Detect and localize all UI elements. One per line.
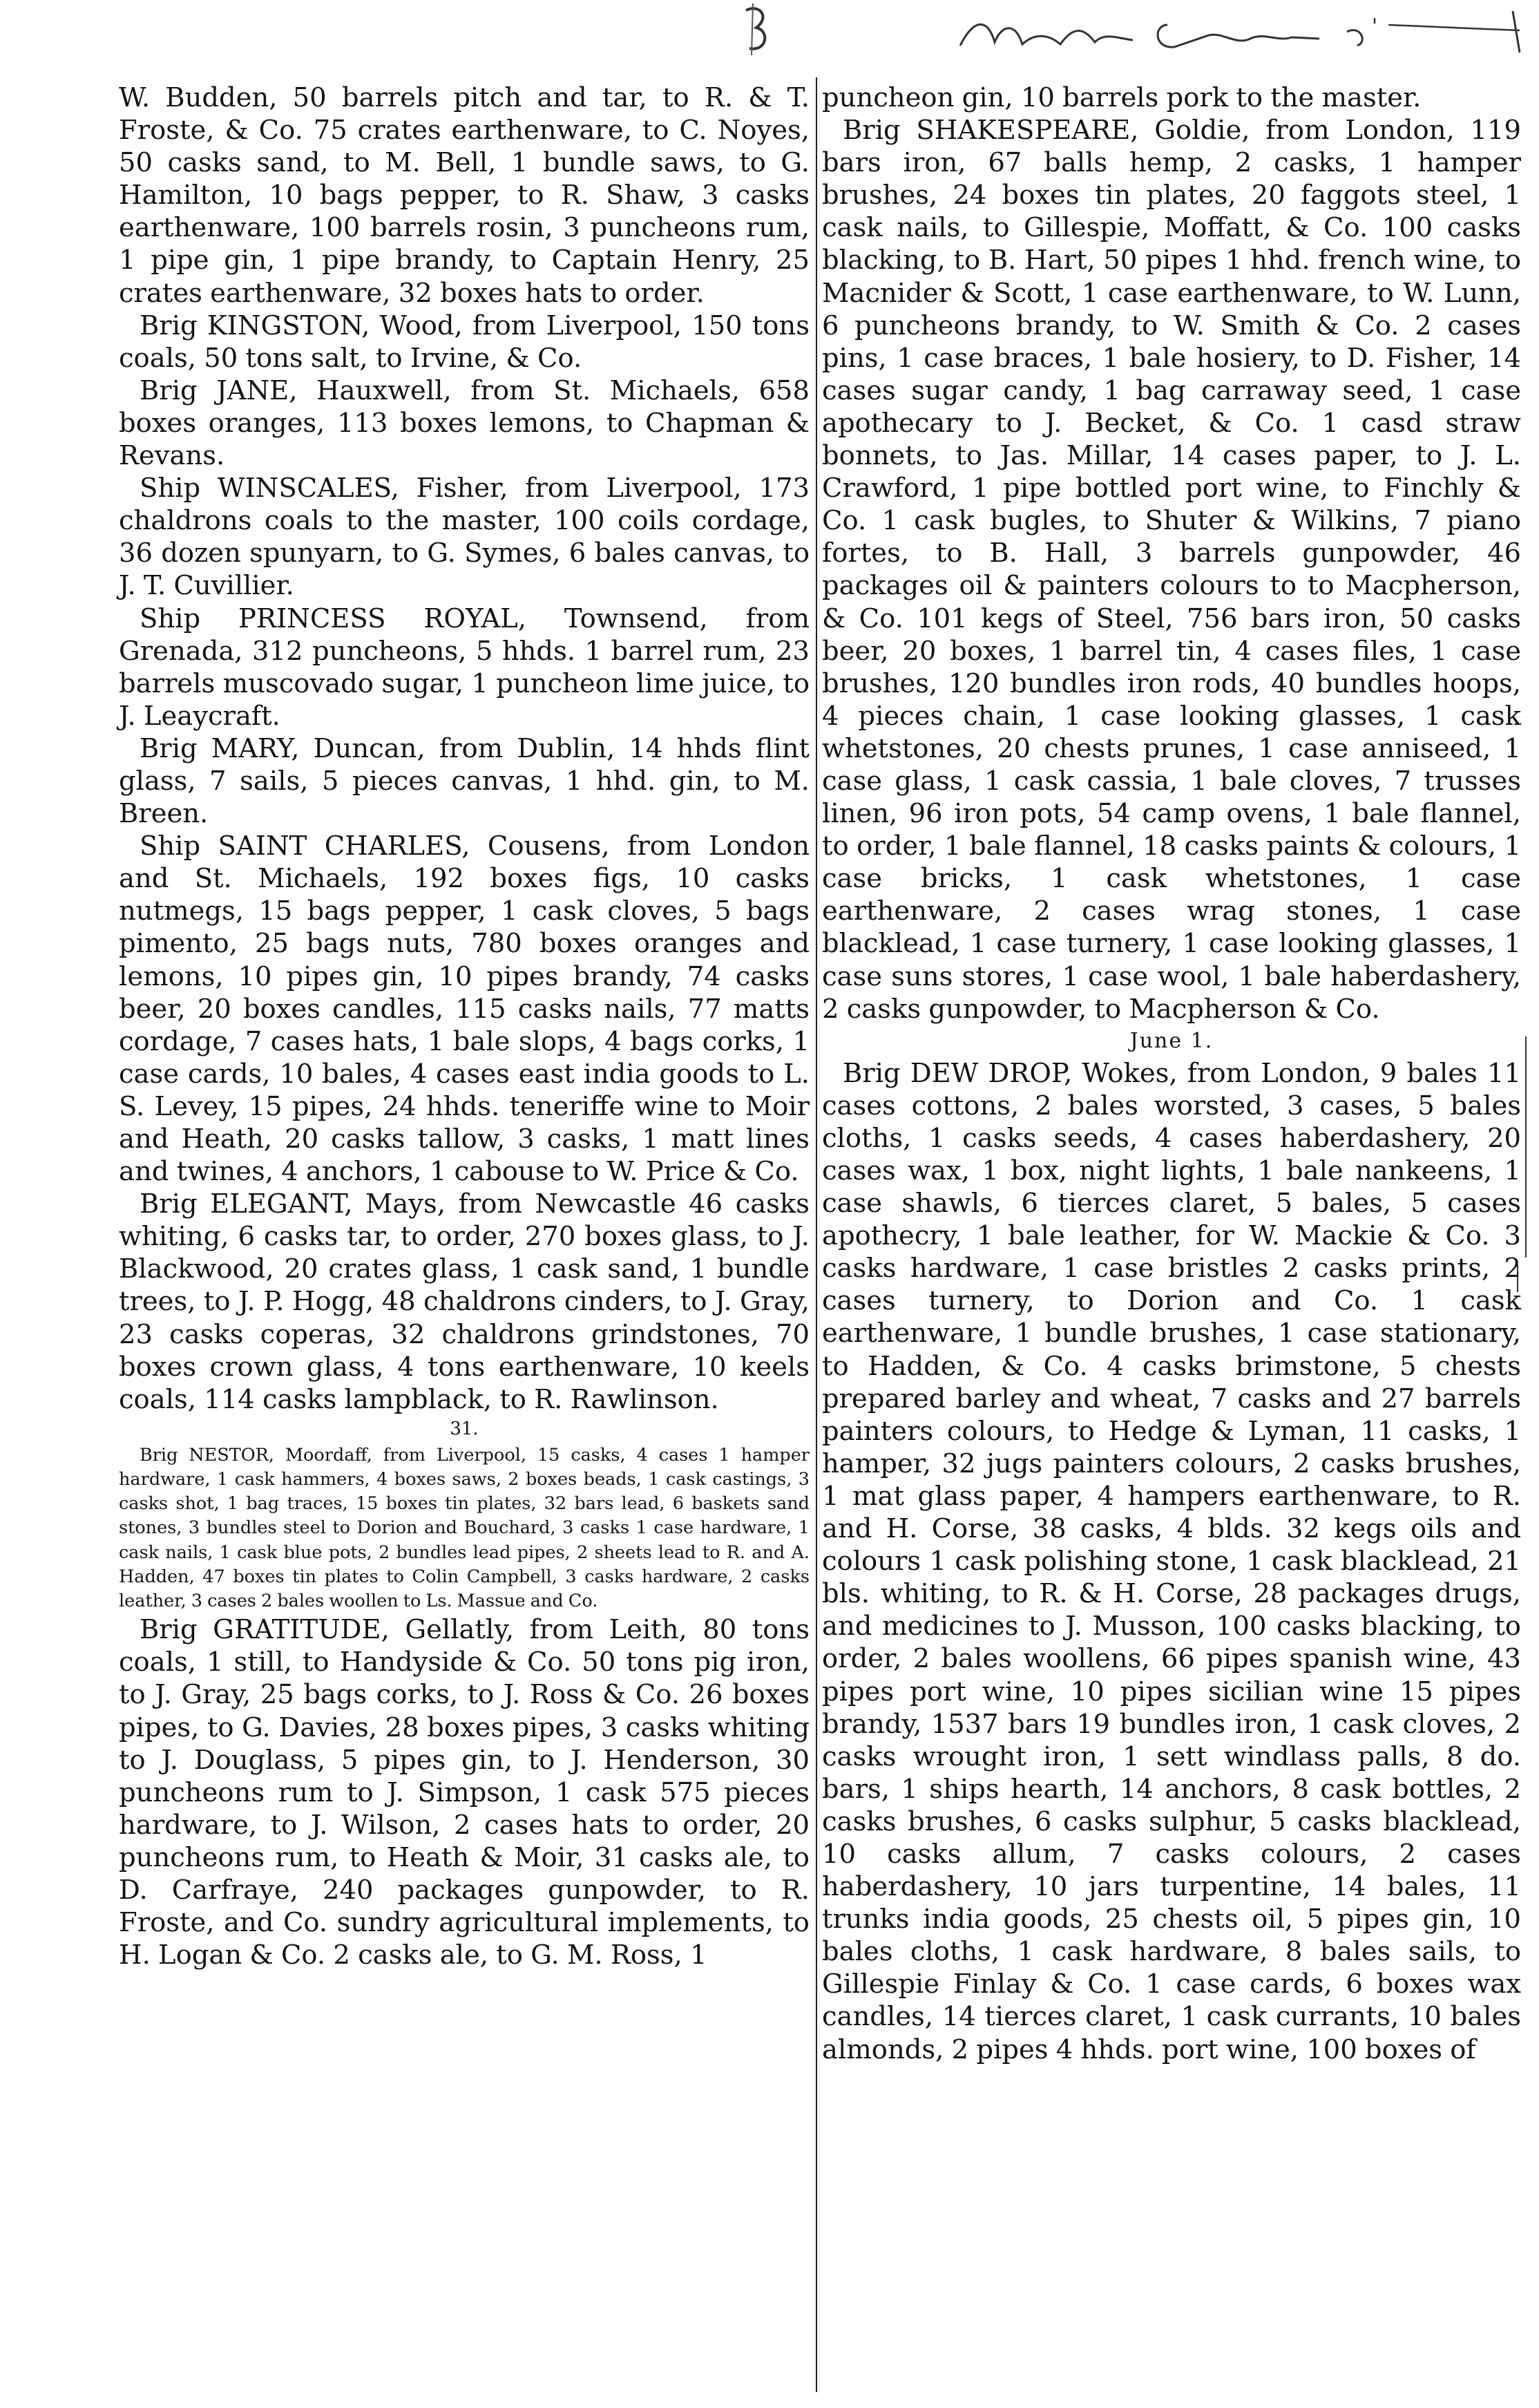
- date-heading-31: 31.: [450, 1418, 479, 1439]
- cargo-entry-saint-charles: Ship SAINT CHARLES, Cousens, from London and St. Michaels, 192 boxes figs, 10 casks nutmegs, 15 bags pepper, 1 cask cloves, 5 bags pimento, 25 bags nuts, 780 boxes oranges and lemons, 10 pipes gin, 10 pipes brandy, 74 casks beer, 20 boxes candles, 115 casks nails, 77 matts cordage, 7 cases hats, 1 bale slops, 4 bags corks, 1 case cards, 10 bales, 4 cases east india goods to L. S. Levey, 15 pipes, 24 hhds. teneriffe wine to Moir and Heath, 20 casks tallow, 3 casks, 1 matt lines and twines, 4 anchors, 1 cabouse to W. Price & Co.: [119, 831, 810, 1188]
- cargo-entry-princess-royal: Ship PRINCESS ROYAL, Townsend, from Grenada, 312 puncheons, 5 hhds. 1 barrel rum, 23 barrels muscovado sugar, 1 puncheon lime juice, to J. Leaycraft.: [119, 603, 810, 732]
- cargo-entry-jane: Brig JANE, Hauxwell, from St. Michaels, 658 boxes oranges, 113 boxes lemons, to Chapman & Revans.: [119, 375, 810, 472]
- date-heading-june-1: June 1.: [1129, 1028, 1214, 1053]
- cargo-entry-gratitude: Brig GRATITUDE, Gellatly, from Leith, 80 tons coals, 1 still, to Handyside & Co. 50 tons pig iron, to J. Gray, 25 bags corks, to J. Ross & Co. 26 boxes pipes, to G. Davies, 28 boxes pipes, 3 casks whiting to J. Douglass, 5 pipes gin, to J. Henderson, 30 puncheons rum to J. Simpson, 1 cask 575 pieces hardware, to J. Wilson, 2 cases hats to order, 20 puncheons rum, to Heath & Moir, 31 casks ale, to D. Carfraye, 240 packages gunpowder, to R. Froste, and Co. sundry agricultural implements, to H. Logan & Co. 2 casks ale, to G. M. Ross, 1: [119, 1614, 810, 1971]
- cargo-entry-elegant: Brig ELEGANT, Mays, from Newcastle 46 casks whiting, 6 casks tar, to order, 270 boxes glass, to J. Blackwood, 20 crates glass, 1 cask sand, 1 bundle trees, to J. P. Hogg, 48 chaldrons cinders, to J. Gray, 23 casks coperas, 32 chaldrons grindstones, 70 boxes crown glass, 4 tons earthenware, 10 keels coals, 114 casks lampblack, to R. Rawlinson.: [119, 1188, 810, 1415]
- left-column: [119, 82, 810, 1971]
- cargo-entry-nestor: Brig NESTOR, Moordaff, from Liverpool, 15 casks, 4 cases 1 hamper hardware, 1 cask hammers, 4 boxes saws, 2 boxes beads, 1 cask castings, 3 casks shot, 1 bag traces, 15 boxes tin plates, 32 bars lead, 6 baskets sand stones, 3 bundles steel to Dorion and Bouchard, 3 casks 1 case hardware, 1 cask nails, 1 cask blue pots, 2 bundles lead pipes, 2 sheets lead to R. and A. Hadden, 47 boxes tin plates to Colin Campbell, 3 casks hardware, 2 casks leather, 3 cases 2 bales woollen to Ls. Massue and Co.: [119, 1444, 810, 1612]
- page-mark-glyph: [732, 0, 781, 62]
- margin-rule: [1525, 1036, 1527, 1258]
- cargo-entry-budden: W. Budden, 50 barrels pitch and tar, to R. & T. Froste, & Co. 75 crates earthenware, to C. Noyes, 50 casks sand, to M. Bell, 1 bundle saws, to G. Hamilton, 10 bags pepper, to R. Shaw, 3 casks earthenware, 100 barrels rosin, 3 puncheons rum, 1 pipe gin, 1 pipe brandy, to Captain Henry, 25 crates earthenware, 32 boxes hats to order.: [119, 82, 810, 309]
- right-column: [822, 82, 1521, 2066]
- cargo-entry-mary: Brig MARY, Duncan, from Dublin, 14 hhds flint glass, 7 sails, 5 pieces canvas, 1 hhd. gin, to M. Breen.: [119, 732, 810, 830]
- cargo-entry-kingston: Brig KINGSTON, Wood, from Liverpool, 150 tons coals, 50 tons salt, to Irvine, & Co.: [119, 310, 810, 374]
- cargo-entry-dew-drop: Brig DEW DROP, Wokes, from London, 9 bales 11 cases cottons, 2 bales worsted, 3 cases, 5 bales cloths, 1 casks seeds, 4 cases haberdashery, 20 cases wax, 1 box, night lights, 1 bale nankeens, 1 case shawls, 6 tierces claret, 5 bales, 5 cases apothecry, 1 bale leather, for W. Mackie & Co. 3 casks hardware, 1 case bristles 2 casks prints, 2 cases turnery, to Dorion and Co. 1 cask earthenware, 1 bundle brushes, 1 case stationary, to Hadden, & Co. 4 casks brimstone, 5 chests prepared barley and wheat, 7 casks and 27 barrels painters colours, to Hedge & Lyman, 11 casks, 1 hamper, 32 jugs painters colours, 2 casks brushes, 1 mat glass paper, 4 hampers earthenware, to R. and H. Corse, 38 casks, 4 blds. 32 kegs oils and colours 1 cask polishing stone, 1 cask blacklead, 21 bls. whiting, to R. & H. Corse, 28 packages drugs, and medicines to J. Musson, 100 casks blacking, to order, 2 bales woollens, 66 pipes spanish wine, 43 pipes port wine, 10 pipes sicilian wine 15 pipes brandy, 1537 bars 19 bundles iron, 1 cask cloves, 2 casks wrought iron, 1 sett windlass palls, 8 do. bars, 1 ships hearth, 14 anchors, 8 cask bottles, 2 casks brushes, 6 casks sulphur, 5 casks blacklead, 10 casks allum, 7 casks colours, 2 cases haberdashery, 10 jars turpentine, 14 bales, 11 trunks india goods, 25 chests oil, 5 pipes gin, 10 bales cloths, 1 cask hardware, 8 bales sails, to Gillespie Finlay & Co. 1 case cards, 6 boxes wax candles, 14 tierces claret, 1 cask currants, 10 bales almonds, 2 pipes 4 hhds. port wine, 100 boxes of: [822, 1057, 1521, 2065]
- handwritten-date: [946, 4, 1527, 66]
- column-divider: [816, 77, 817, 2392]
- cargo-entry-shakespeare: Brig SHAKESPEARE, Goldie, from London, 119 bars iron, 67 balls hemp, 2 casks, 1 hamper brushes, 24 boxes tin plates, 20 faggots steel, 1 cask nails, to Gillespie, Moffatt, & Co. 100 casks blacking, to B. Hart, 50 pipes 1 hhd. french wine, to Macnider & Scott, 1 case earthenware, to W. Lunn, 6 puncheons brandy, to W. Smith & Co. 2 cases pins, 1 case braces, 1 bale hosiery, to D. Fisher, 14 cases sugar candy, 1 bag carraway seed, 1 case apothecary to J. Becket, & Co. 1 casd straw bonnets, to Jas. Millar, 14 cases paper, to J. L. Crawford, 1 pipe bottled port wine, to Finchly & Co. 1 cask bugles, to Shuter & Wilkins, 7 piano fortes, to B. Hall, 3 barrels gunpowder, 46 packages oil & painters colours to to Macpherson, & Co. 101 kegs of Steel, 756 bars iron, 50 casks beer, 20 boxes, 1 barrel tin, 4 cases files, 1 case brushes, 120 bundles iron rods, 40 bundles hoops, 4 pieces chain, 1 case looking glasses, 1 cask whetstones, 20 chests prunes, 1 case anniseed, 1 case glass, 1 cask cassia, 1 bale cloves, 7 trusses linen, 96 iron pots, 54 camp ovens, 1 bale flannel, to order, 1 bale flannel, 18 casks paints & colours, 1 case bricks, 1 cask whetstones, 1 case earthenware, 2 cases wrag stones, 1 case blacklead, 1 case turnery, 1 case looking glasses, 1 case suns stores, 1 case wool, 1 bale haberdashery, 2 casks gunpowder, to Macpherson & Co.: [822, 115, 1521, 1025]
- cargo-entry-continuation: puncheon gin, 10 barrels pork to the master.: [822, 82, 1422, 113]
- cargo-entry-winscales: Ship WINSCALES, Fisher, from Liverpool, 173 chaldrons coals to the master, 100 coils cordage, 36 dozen spunyarn, to G. Symes, 6 bales canvas, to J. T. Cuvillier.: [119, 473, 810, 602]
